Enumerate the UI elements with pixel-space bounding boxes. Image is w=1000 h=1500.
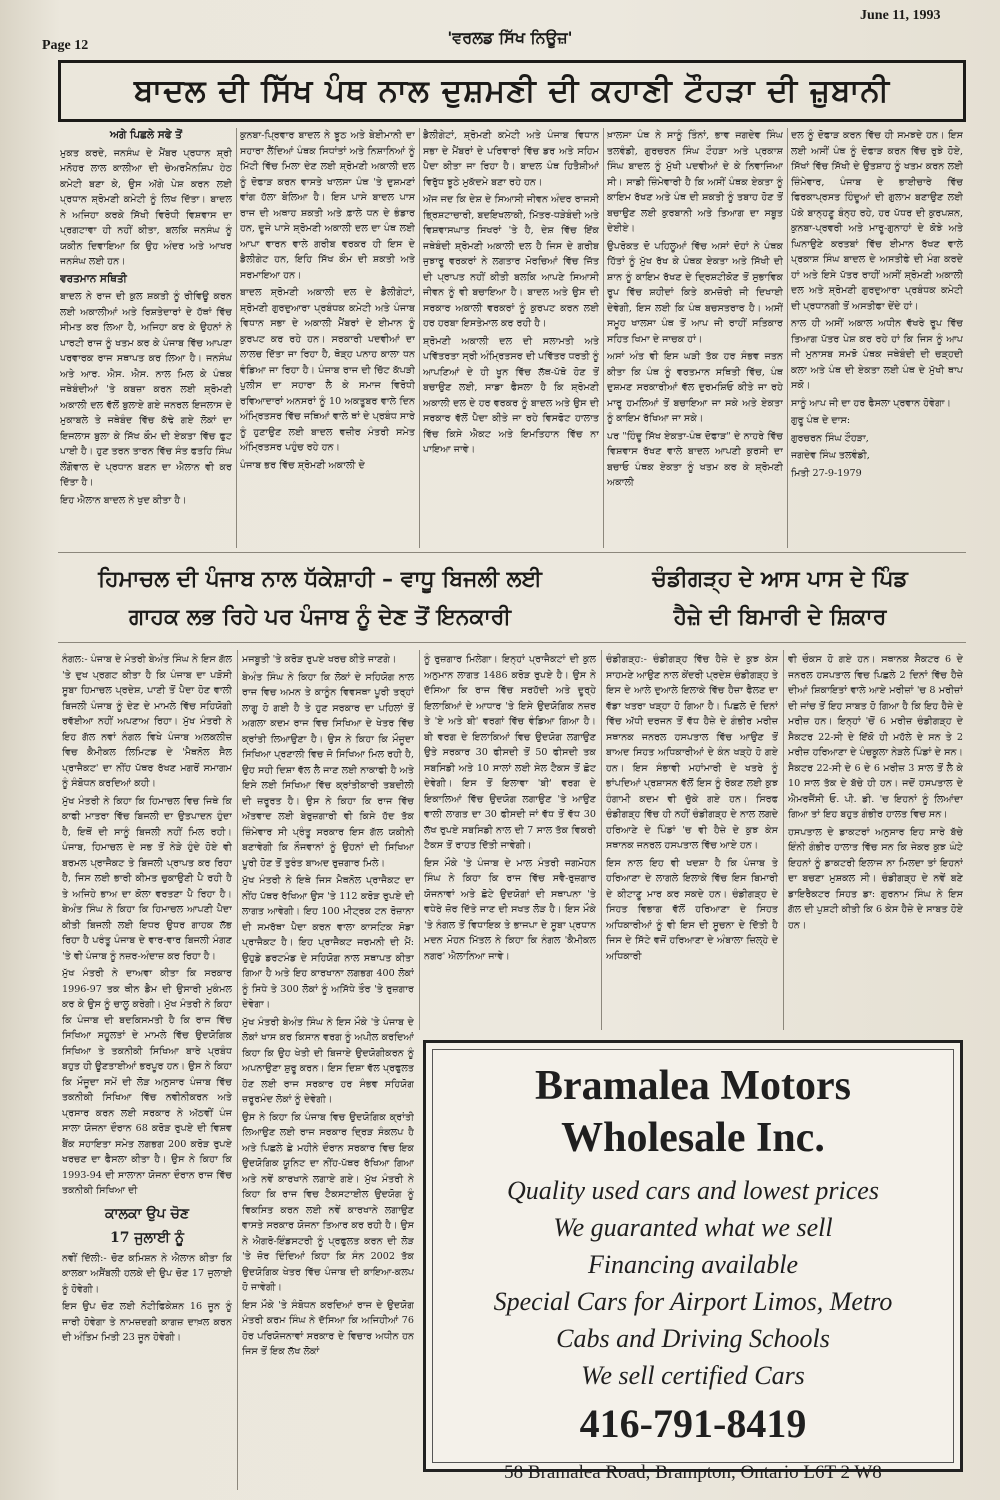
paragraph: ਪੰਜਾਬ ਭਰ ਵਿੱਚ ਸ਼੍ਰੋਮਣੀ ਅਕਾਲੀ ਦੇ [240,459,365,471]
paragraph: ਨਵੀਂ ਦਿੱਲੀ:- ਚੋਣ ਕਮਿਸ਼ਨ ਨੇ ਐਲਾਨ ਕੀਤਾ ਕਿ ਕਾਲਕਾ ਅਸੈਂਬਲੀ ਹਲਕੇ ਦੀ ਉਪ ਚੋਣ 17 ਜੁਲਾਈ ਨੂੰ ਹੋਵੇਗੀ। [62,1252,232,1295]
signature-line: ਗੁਰਚਰਨ ਸਿੰਘ ਟੌਹੜਾ, [791,432,869,444]
paragraph: ਡੈਲੀਗੇਟਾਂ, ਸ਼੍ਰੋਮਣੀ ਕਮੇਟੀ ਅਤੇ ਪੰਜਾਬ ਵਿਧਾਨ ਸਭਾ ਦੇ ਮੈਂਬਰਾਂ ਦੇ ਪਰਿਵਾਰਾਂ ਵਿੱਚ ਡਰ ਅਤੇ ਸਹਿਮ ਪੈਦਾ ਕੀਤਾ ਜਾ ਰਿਹਾ ਹੈ। ਬਾਦਲ ਪੰਥ ਹਿਤੈਸ਼ੀਆਂ ਵਿਰੁੱਧ ਝੂਠੇ ਮੁਕੱਦਮੇ ਬਣਾ ਰਹੇ ਹਨ। [423,130,599,188]
paragraph: ਬੇਅੰਤ ਸਿੰਘ ਨੇ ਕਿਹਾ ਕਿ ਲੋਕਾਂ ਦੇ ਸਹਿਯੋਗ ਨਾਲ ਰਾਜ ਵਿਚ ਅਮਨ ਤੇ ਕਾਨੂੰਨ ਵਿਵਸਥਾ ਪੂਰੀ ਤਰ੍ਹਾਂ ਲਾਗੂ ਹੋ ਗਈ ਹੈ ਤੇ ਹੁਣ ਸਰਕਾਰ ਦਾ ਪਹਿਲਾਂ ਤੋਂ ਅਗਲਾ ਕਦਮ ਰਾਜ ਵਿਚ ਸਿਖਿਆ ਦੇ ਖੇਤਰ ਵਿੱਚ ਕ੍ਰਾਂਤੀ ਲਿਆਉਣਾ ਹੈ। ਉਸ ਨੇ ਕਿਹਾ ਕਿ ਮੌਜੂਦਾ ਸਿਖਿਆ ਪ੍ਰਣਾਲੀ ਵਿਚ ਜੋ ਸਿਖਿਆ ਮਿਲ ਰਹੀ ਹੈ, ਉਹ ਸਹੀ ਦਿਸ਼ਾ ਵੱਲ ਲੈ ਜਾਣ ਲਈ ਨਾਕਾਫੀ ਹੈ ਅਤੇ ਇਸੇ ਲਈ ਸਿਖਿਆ ਵਿੱਚ ਕ੍ਰਾਂਤੀਕਾਰੀ ਤਬਦੀਲੀ ਦੀ ਜ਼ਰੂਰਤ ਹੈ। ਉਸ ਨੇ ਕਿਹਾ ਕਿ ਰਾਜ ਵਿੱਚ ਅੱਤਵਾਦ ਲਈ ਬੇਰੁਜ਼ਗਾਰੀ ਵੀ ਕਿਸੇ ਹੱਦ ਤੱਕ ਜ਼ਿੰਮੇਵਾਰ ਸੀ ਪ੍ਰੰਤੂ ਸਰਕਾਰ ਇਸ ਗੱਲ ਯਕੀਨੀ ਬਣਾਵੇਗੀ ਕਿ ਨੌਜਵਾਨਾਂ ਨੂੰ ਉਹਨਾਂ ਦੀ ਸਿਖਿਆ ਪੂਰੀ ਹੋਣ ਤੋਂ ਤੁਰੰਤ ਬਾਅਦ ਰੁਜ਼ਗਾਰ ਮਿਲੇ। [242,671,414,869]
column-divider [419,650,420,1030]
paragraph: ਵੀ ਚੌਕਸ ਹੋ ਗਏ ਹਨ। ਸਥਾਨਕ ਸੈਕਟਰ 6 ਦੇ ਜਨਰਲ ਹਸਪਤਾਲ ਵਿਚ ਪਿਛਲੇ 2 ਦਿਨਾਂ ਵਿੱਚ ਹੈਜ਼ੇ ਦੀਆਂ ਸ਼ਿਕਾਇਤਾਂ ਵਾਲੇ ਆਏ ਮਰੀਜ਼ਾਂ 'ਚ 8 ਮਰੀਜ਼ਾਂ ਦੀ ਜਾਂਚ ਤੋਂ ਇਹ ਸਾਬਤ ਹੋ ਗਿਆ ਹੈ ਕਿ ਇਹ ਹੈਜ਼ੇ ਦੇ ਮਰੀਜ਼ ਹਨ। ਇਨ੍ਹਾਂ 'ਚੋਂ 6 ਮਰੀਜ਼ ਚੰਡੀਗੜ੍ਹ ਦੇ ਸੈਕਟਰ 22-ਸੀ ਦੇ ਇੱਕੋ ਹੀ ਮਹੱਲੇ ਦੇ ਸਨ ਤੇ 2 ਮਰੀਜ਼ ਹਰਿਆਣਾ ਦੇ ਪੰਚਕੂਲਾ ਨੇੜਲੇ ਪਿੰਡਾਂ ਦੇ ਸਨ। ਸੈਕਟਰ 22-ਸੀ ਦੇ 6 ਦੇ 6 ਮਰੀਜ਼ 3 ਸਾਲ ਤੋਂ ਲੈ ਕੇ 10 ਸਾਲ ਤੱਕ ਦੇ ਬੱਚੇ ਹੀ ਹਨ। ਜਦੋਂ ਹਸਪਤਾਲ ਦੇ ਐਮਰਜੈਂਸੀ ਓ. ਪੀ. ਡੀ. 'ਚ ਇਹਨਾਂ ਨੂੰ ਲਿਆਂਦਾ ਗਿਆ ਤਾਂ ਇਹ ਬਹੁਤ ਗੰਭੀਰ ਹਾਲਤ ਵਿਚ ਸਨ। [788,654,963,820]
paragraph: ਇਸ ਮੌਕੇ 'ਤੇ ਸੰਬੋਧਨ ਕਰਦਿਆਂ ਰਾਜ ਦੇ ਉਦਯੋਗ ਮੰਤਰੀ ਕਰਮ ਸਿੰਘ ਨੇ ਦੱਸਿਆ ਕਿ ਅਜਿਹੀਆਂ 76 ਹੋਰ ਪਰਿਯੋਜਨਾਵਾਂ ਸਰਕਾਰ ਦੇ ਵਿਚਾਰ ਅਧੀਨ ਹਨ ਜਿਸ ਤੋਂ ਇਕ ਲੱਖ ਲੋਕਾਂ [242,1299,414,1357]
masthead: 'ਵਰਲਡ ਸਿੱਖ ਨਿਊਜ਼' [447,28,573,47]
subheading: ਵਰਤਮਾਨ ਸਥਿਤੀ [60,272,127,285]
story2-headline-line1: ਹਿਮਾਚਲ ਦੀ ਪੰਜਾਬ ਨਾਲ ਧੱਕੇਸ਼ਾਹੀ – ਵਾਧੂ ਬਿਜਲੀ ਲਈ [98,566,542,592]
paragraph: ਇਸ ਉਪ ਚੋਣ ਲਈ ਨੋਟੀਫਿਕੇਸ਼ਨ 16 ਜੂਨ ਨੂੰ ਜਾਰੀ ਹੋਵੇਗਾ ਤੇ ਨਾਮਜ਼ਦਗੀ ਕਾਗਜ਼ ਦਾਖ਼ਲ ਕਰਨ ਦੀ ਅੰਤਿਮ ਮਿਤੀ 23 ਜੂਨ ਹੋਵੇਗੀ। [62,1301,232,1343]
column-divider [787,128,788,548]
main-story-column-1 [60,128,232,543]
paragraph: ਸ਼੍ਰੋਮਣੀ ਅਕਾਲੀ ਦਲ ਦੀ ਸਲਾਮਤੀ ਅਤੇ ਪਵਿੱਤਰਤਾ ਸ੍ਰੀ ਅੰਮ੍ਰਿਤਸਰ ਦੀ ਪਵਿੱਤਰ ਧਰਤੀ ਨੂੰ ਆਪਣਿਆਂ ਦੇ ਹੀ ਖੂਨ ਵਿੱਚ ਲੱਥ-ਪੱਥੋ ਹੋਣ ਤੋਂ ਬਚਾਉਣ ਲਈ, ਸਾਡਾ ਫੈਸਲਾ ਹੈ ਕਿ ਸ਼੍ਰੋਮਣੀ ਅਕਾਲੀ ਦਲ ਦੇ ਹਰ ਵਰਕਰ ਨੂੰ ਬਾਦਲ ਅਤੇ ਉਸ ਦੀ ਸਰਕਾਰ ਵੱਲੋਂ ਪੈਦਾ ਕੀਤੇ ਜਾ ਰਹੇ ਵਿਸਫੋਟ ਹਾਲਾਤ ਵਿੱਚ ਕਿਸੇ ਐਕਟ ਅਤੇ ਇਮਤਿਹਾਨ ਵਿੱਚ ਨਾ ਪਾਇਆ ਜਾਵੇ। [423,335,599,455]
main-headline: ਬਾਦਲ ਦੀ ਸਿੱਖ ਪੰਥ ਨਾਲ ਦੁਸ਼ਮਣੀ ਦੀ ਕਹਾਣੀ ਟੌਹੜਾ ਦੀ ਜ਼ੁਬਾਨੀ [133,72,891,109]
paragraph: ਮੁੱਖ ਮੰਤਰੀ ਨੇ ਇਥੇ ਜਿਸ ਮੈਥਨੋਲ ਪ੍ਰਾਜੈਕਟ ਦਾ ਨੀਂਹ ਪੱਥਰ ਰੱਖਿਆ ਉਸ 'ਤੇ 112 ਕਰੋੜ ਰੁਪਏ ਦੀ ਲਾਗਤ ਆਵੇਗੀ। ਇਹ 100 ਮੀਟ੍ਰਕ ਟਨ ਰੋਜ਼ਾਨਾ ਦੀ ਸਮਰੱਥਾ ਪੈਦਾ ਕਰਨ ਵਾਲਾ ਕਾਸਟਿਕ ਸੋਡਾ ਪ੍ਰਾਜੈਕਟ ਹੈ। ਇਹ ਪ੍ਰਾਜੈਕਟ ਜਰਮਨੀ ਦੀ ਮੈਂ: ਉਹੁਡੇ ਡਰਟਮੰਡ ਦੇ ਸਹਿਯੋਗ ਨਾਲ ਸਥਾਪਤ ਕੀਤਾ ਗਿਆ ਹੈ ਅਤੇ ਇਹ ਕਾਰਖਾਨਾ ਲਗਭਗ 400 ਲੋਕਾਂ ਨੂੰ ਸਿਧੇ ਤੇ 300 ਲੋਕਾਂ ਨੂੰ ਅਸਿੱਧੇ ਤੌਰ 'ਤੇ ਰੁਜ਼ਗਾਰ ਦੇਵੇਗਾ। [242,875,414,1010]
section-divider [58,552,966,553]
paragraph: ਨਾਲ ਹੀ ਅਸੀਂ ਅਕਾਲ ਅਧੀਨ ਵੱਖਰੇ ਰੂਪ ਵਿੱਚ ਤਿਆਗ ਪੱਤਰ ਪੇਸ਼ ਕਰ ਰਹੇ ਹਾਂ ਕਿ ਜਿਸ ਨੂੰ ਆਪ ਜੀ ਮੁਨਾਸਬ ਸਮਝੋ ਪੰਥਕ ਜਥੇਬੰਦੀ ਦੀ ਚੜ੍ਹਦੀ ਕਲਾ ਅਤੇ ਪੰਥ ਦੀ ਏਕਤਾ ਲਈ ਪੰਥ ਦੇ ਮੁੱਖੀ ਥਾਪ ਸਕੋ। [791,318,963,391]
ad-tagline: Cabs and Driving Schools [556,1324,830,1353]
column-divider [419,128,420,548]
main-story-column-4 [607,128,783,543]
ad-inner-border [432,1049,954,1483]
paragraph: ਨੰਗਲ:- ਪੰਜਾਬ ਦੇ ਮੰਤਰੀ ਬੇਅੰਤ ਸਿੰਘ ਨੇ ਇਸ ਗੱਲ 'ਤੇ ਦੁਖ ਪ੍ਰਗਟ ਕੀਤਾ ਹੈ ਕਿ ਪੰਜਾਬ ਦਾ ਪੜੋਸੀ ਸੂਬਾ ਹਿਮਾਚਲ ਪ੍ਰਦੇਸ਼, ਪਾਣੀ ਤੋਂ ਪੈਦਾ ਹੋਣ ਵਾਲੀ ਬਿਜਲੀ ਪੰਜਾਬ ਨੂੰ ਦੇਣ ਦੇ ਮਾਮਲੇ ਵਿੱਚ ਸਹਿਯੋਗੀ ਰਵੱਈਆ ਨਹੀਂ ਅਪਣਾਅ ਰਿਹਾ। ਮੁੱਖ ਮੰਤਰੀ ਨੇ ਇਹ ਗੱਲ ਨਵਾਂ ਨੰਗਲ ਵਿਖੇ ਪੰਜਾਬ ਅਲਕਲੀਜ਼ ਵਿਚ ਕੈਮੀਕਲ ਲਿਮਿਟਡ ਦੇ 'ਮੈਥਨੋਲ ਸੈਲ ਪ੍ਰਾਜੈਕਟ' ਦਾ ਨੀਂਹ ਪੱਥਰ ਰੱਖਣ ਮਗਰੋਂ ਸਮਾਗਮ ਨੂੰ ਸੰਬੋਧਨ ਕਰਦਿਆਂ ਕਹੀ। [62,654,232,789]
paragraph: ਖ਼ਾਲਸਾ ਪੰਥ ਨੇ ਸਾਨੂੰ ਤਿੰਨਾਂ, ਭਾਵ ਜਗਦੇਵ ਸਿੰਘ ਤਲਵੰਡੀ, ਗੁਰਚਰਨ ਸਿੰਘ ਟੌਹੜਾ ਅਤੇ ਪ੍ਰਕਾਸ਼ ਸਿੰਘ ਬਾਦਲ ਨੂੰ ਮੁੱਖੀ ਪਦਵੀਆਂ ਦੇ ਕੇ ਨਿਵਾਜਿਆ ਸੀ। ਸਾਡੀ ਜ਼ਿੰਮੇਵਾਰੀ ਹੈ ਕਿ ਅਸੀਂ ਪੰਥਕ ਏਕਤਾ ਨੂੰ ਕਾਇਮ ਰੱਖਣ ਅਤੇ ਪੰਥ ਦੀ ਸ਼ਕਤੀ ਨੂੰ ਤਬਾਹ ਹੋਣ ਤੋਂ ਬਚਾਉਣ ਲਈ ਕੁਰਬਾਨੀ ਅਤੇ ਤਿਆਗ ਦਾ ਸਬੂਤ ਦੇਈਏ। [607,130,783,234]
story2-headline [60,560,580,636]
paragraph: ਨੂੰ ਰੁਜ਼ਗਾਰ ਮਿਲੇਗਾ। ਇਨ੍ਹਾਂ ਪ੍ਰਾਜੈਕਟਾਂ ਦੀ ਕੁਲ ਅਨੁਮਾਨ ਲਾਗਤ 1486 ਕਰੋੜ ਰੁਪਏ ਹੈ। ਉਸ ਨੇ ਦੱਸਿਆ ਕਿ ਰਾਜ ਵਿੱਚ ਸਰਹੱਦੀ ਅਤੇ ਦੂਰ੍ਹੇ ਇਲਾਕਿਆਂ ਦੇ ਆਧਾਰ 'ਤੇ ਇਸੇ ਉਦਯੋਗਿਕ ਨਜ਼ਰ ਤੇ 'ਏ ਅਤੇ ਬੀ' ਵਰਗਾਂ ਵਿੱਚ ਵੰਡਿਆ ਗਿਆ ਹੈ। ਬੀ ਵਰਗ ਦੇ ਇਲਾਕਿਆਂ ਵਿਚ ਉਦਯੋਗ ਲਗਾਉਣ ਉਤੇ ਸਰਕਾਰ 30 ਫੀਸਦੀ ਤੋਂ 50 ਫੀਸਦੀ ਤਕ ਸਬਸਿਡੀ ਅਤੇ 10 ਸਾਲਾਂ ਲਈ ਸੇਲ ਟੈਕਸ ਤੋਂ ਛੋਟ ਦੇਵੇਗੀ। ਇਸ ਤੋਂ ਇਲਾਵਾ 'ਬੀ' ਵਰਗ ਦੇ ਇਕਾਲਿਆਂ ਵਿੱਚ ਉਦਯੋਗ ਲਗਾਉਣ 'ਤੇ ਆਉਣ ਵਾਲੀ ਲਾਗਤ ਦਾ 30 ਫੀਸਦੀ ਜਾਂ ਵੱਧ ਤੋਂ ਵੱਧ 30 ਲੱਖ ਰੁਪਏ ਸਬਸਿਡੀ ਨਾਲ ਦੀ 7 ਸਾਲ ਤੱਕ ਵਿਕਰੀ ਟੈਕਸ ਤੋਂ ਰਾਹਤ ਦਿੱਤੀ ਜਾਵੇਗੀ। [424,654,596,851]
story3-headline [600,560,960,636]
story2-column-1 [62,652,232,1487]
continued-note: ਅਗੇ ਪਿਛਲੇ ਸਫੇ ਤੋਂ [109,129,182,141]
column-divider [603,128,604,548]
main-story-column-2 [240,128,415,543]
story2-column-2 [242,652,414,1487]
column-divider [601,650,602,1030]
signature-line: ਜਗਦੇਵ ਸਿੰਘ ਤਲਵੰਡੀ, [791,450,870,461]
ad-company-suffix: Wholesale Inc. [561,1115,825,1161]
story3-column-2 [788,652,963,1032]
section-divider [58,642,966,643]
paragraph: ਇਹ ਐਲਾਨ ਬਾਦਲ ਨੇ ਖੁਦ ਕੀਤਾ ਹੈ। [60,494,187,506]
paragraph: ਮੁਕਤ ਕਰਦੇ, ਜਨਸੰਘ ਦੇ ਮੈਂਬਰ ਪ੍ਰਧਾਨ ਸ਼੍ਰੀ ਮਨੋਹਰ ਲਾਲ ਕਾਲੀਆ ਦੀ ਚੇਅਰਮੈਨਸ਼ਿਪ ਹੇਠ ਕਮੇਟੀ ਬਣਾ ਕੇ, ਉਸ ਅੱਗੇ ਪੇਸ਼ ਕਰਨ ਲਈ ਪ੍ਰਧਾਨ ਸ਼੍ਰੋਮਣੀ ਕਮੇਟੀ ਨੂੰ ਲਿਖ ਦਿੱਤਾ। ਬਾਦਲ ਨੇ ਅਜਿਹਾ ਕਰਕੇ ਸਿੱਖੀ ਵਿਰੋਧੀ ਵਿਸ਼ਵਾਸ ਦਾ ਪ੍ਰਗਟਾਵਾ ਹੀ ਨਹੀਂ ਕੀਤਾ, ਬਲਕਿ ਜਨਸੰਘ ਨੂੰ ਯਕੀਨ ਦਿਵਾਇਆ ਕਿ ਉਹ ਅੰਦਰ ਅਤੇ ਆਖਰ ਜਨਸੰਘ ਲਈ ਹਨ। [60,147,232,267]
ad-tagline: We sell certified Cars [581,1361,805,1390]
paragraph: ਅਸਾਂ ਅੰਤ ਵੀ ਇਸ ਘੜੀ ਤੱਕ ਹਰ ਸੰਭਵ ਜਤਨ ਕੀਤਾ ਕਿ ਪੰਥ ਨੂੰ ਵਰਤਮਾਨ ਸਥਿਤੀ ਵਿੱਚ, ਪੰਥ ਦੁਸ਼ਮਣ ਸਰਕਾਰੀਆਂ ਵੱਲ ਦੁਰਮਸ਼ਿਓ ਕੀਤੇ ਜਾ ਰਹੇ ਮਾਰੂ ਹਮਲਿਆਂ ਤੋਂ ਬਚਾਇਆ ਜਾ ਸਕੇ ਅਤੇ ਏਕਤਾ ਨੂੰ ਕਾਇਮ ਰੱਖਿਆ ਜਾ ਸਕੇ। [607,351,783,424]
story2-headline-line2: ਗਾਹਕ ਲਭ ਰਿਹੇ ਪਰ ਪੰਜਾਬ ਨੂੰ ਦੇਣ ਤੋਂ ਇਨਕਾਰੀ [128,604,512,630]
paragraph: ਮੁੱਖ ਮੰਤਰੀ ਨੇ ਕਿਹਾ ਕਿ ਹਿਮਾਚਲ ਵਿਚ ਜਿਥੇ ਕਿ ਕਾਫੀ ਮਾਤਰਾ ਵਿੱਚ ਬਿਜਲੀ ਦਾ ਉਤਪਾਦਨ ਹੁੰਦਾ ਹੈ, ਇਥੋਂ ਦੀ ਸਾਨੂੰ ਬਿਜਲੀ ਨਹੀਂ ਮਿਲ ਰਹੀ। ਪੰਜਾਬ, ਹਿਮਾਚਲ ਦੇ ਸਭ ਤੋਂ ਨੇੜੇ ਹੁੰਦੇ ਹੋਏ ਵੀ ਬਰਮਲ ਪ੍ਰਾਜੈਕਟ ਤੇ ਬਿਜਲੀ ਪ੍ਰਾਪਤ ਕਰ ਰਿਹਾ ਹੈ, ਜਿਸ ਲਈ ਭਾਰੀ ਕੀਮਤ ਚੁਕਾਉਣੀ ਪੈ ਰਹੀ ਹੈ ਤੇ ਅਜਿਹੇ ਭਾਅ ਦਾ ਕੋਲਾ ਵਰਤਣਾ ਪੈ ਰਿਹਾ ਹੈ। ਬੇਅੰਤ ਸਿੰਘ ਨੇ ਕਿਹਾ ਕਿ ਹਿਮਾਚਲ ਆਪਣੀ ਪੈਦਾ ਕੀਤੀ ਬਿਜਲੀ ਲਈ ਇਧਰ ਉਧਰ ਗਾਹਕ ਲੱਭ ਰਿਹਾ ਹੈ ਪਰੰਤੂ ਪੰਜਾਬ ਦੇ ਵਾਰ-ਵਾਰ ਬਿਜਲੀ ਮੰਗਣ 'ਤੇ ਵੀ ਪੰਜਾਬ ਨੂੰ ਨਜ਼ਰ-ਅੰਦਾਜ਼ ਕਰ ਰਿਹਾ ਹੈ। [62,795,232,962]
kalka-box-date: 17 ਜੁਲਾਈ ਨੂੰ [110,1229,184,1246]
paragraph: ਹਸਪਤਾਲ ਦੇ ਡਾਕਟਰਾਂ ਅਨੁਸਾਰ ਇਹ ਸਾਰੇ ਬੱਚੇ ਇੰਨੀ ਗੰਭੀਰ ਹਾਲਾਤ ਵਿੱਚ ਸਨ ਕਿ ਜੇਕਰ ਕੁਝ ਘੰਟੇ ਇਹਨਾਂ ਨੂੰ ਡਾਕਟਰੀ ਇਲਾਜ ਨਾ ਮਿਲਦਾ ਤਾਂ ਇਹਨਾਂ ਦਾ ਬਚਣਾ ਮੁਸ਼ਕਲ ਸੀ। ਚੰਡੀਗੜ੍ਹ ਦੇ ਨਵੇਂ ਬਣੇ ਡਾਇਰੈਕਟਰ ਸਿਹਤ ਡਾ: ਗੁਰਨਾਮ ਸਿੰਘ ਨੇ ਇਸ ਗੱਲ ਦੀ ਪੁਸ਼ਟੀ ਕੀਤੀ ਕਿ 6 ਕੇਸ ਹੈਜ਼ੇ ਦੇ ਸਾਬਤ ਹੋਏ ਹਨ। [788,826,963,931]
main-story-column-5 [791,128,963,543]
main-headline-box [58,60,966,122]
issue-date: June 11, 1993 [860,8,941,23]
paragraph: ਬਾਦਲ ਨੇ ਰਾਜ ਦੀ ਕੁਲ ਸ਼ਕਤੀ ਨੂੰ ਰੀਵਿਊ ਕਰਨ ਲਈ ਅਕਾਲੀਆਂ ਅਤੇ ਰਿਸ਼ਤੇਦਾਰਾਂ ਦੇ ਹੱਥਾਂ ਵਿੱਚ ਸੀਮਤ ਕਰ ਲਿਆ ਹੈ, ਅਜਿਹਾ ਕਰ ਕੇ ਉਹਨਾਂ ਨੇ ਪਾਰਟੀ ਰਾਜ ਨੂੰ ਖਤਮ ਕਰ ਕੇ ਪੰਜਾਬ ਵਿੱਚ ਆਪਣਾ ਪਰਵਾਰਕ ਰਾਜ ਸਥਾਪਤ ਕਰ ਲਿਆ ਹੈ। ਜਨਸੰਘ ਅਤੇ ਆਰ. ਐਸ. ਐਸ. ਨਾਲ ਮਿਲ ਕੇ ਪੰਥਕ ਜਥੇਬੰਦੀਆਂ 'ਤੇ ਕਬਜ਼ਾ ਕਰਨ ਲਈ ਸ਼੍ਰੋਮਣੀ ਅਕਾਲੀ ਦਲ ਵੱਲੋਂ ਬੁਲਾਏ ਗਏ ਜਨਰਲ ਇਜਲਾਸ ਦੇ ਮੁਕਾਬਲੇ ਤੇ ਜਥੇਬੰਦ ਵਿੱਚ ਕੱਢੇ ਗਏ ਲੋਕਾਂ ਦਾ ਇਜਲਾਸ ਬੁਲਾ ਕੇ ਸਿੱਖ ਕੌਮ ਦੀ ਏਕਤਾ ਵਿੱਚ ਫੁਟ ਪਾਈ ਹੈ। ਹੁਣ ਤਰਨ ਤਾਰਨ ਵਿੱਚ ਸੰਤ ਫਤਹਿ ਸਿੰਘ ਲੌਂਗੋਵਾਲ ਦੇ ਪ੍ਰਧਾਨ ਬਣਨ ਦਾ ਐਲਾਨ ਵੀ ਕਰ ਦਿੱਤਾ ਹੈ। [60,291,232,488]
main-story-column-3 [423,128,599,543]
paragraph: ਕੁਨਬਾ-ਪ੍ਰਿਵਾਰ ਬਾਦਲ ਨੇ ਝੂਠ ਅਤੇ ਬੇਈਮਾਨੀ ਦਾ ਸਹਾਰਾ ਲੈਂਦਿਆਂ ਪੰਥਕ ਸਿਧਾਂਤਾਂ ਅਤੇ ਨਿਸ਼ਾਨਿਆਂ ਨੂੰ ਮਿੱਟੀ ਵਿੱਚ ਮਿਲਾ ਦੇਣ ਲਈ ਸ਼੍ਰੋਮਣੀ ਅਕਾਲੀ ਦਲ ਨੂੰ ਦੋਫਾੜ ਕਰਨ ਵਾਸਤੇ ਖਾਲਸਾ ਪੰਥ 'ਤੇ ਦੁਸ਼ਮਣਾਂ ਵਾਂਗ ਹੱਲਾ ਬੋਲਿਆ ਹੈ। ਇਸ ਪਾਸੇ ਬਾਦਲ ਪਾਸ ਰਾਜ ਦੀ ਅਥਾਹ ਸ਼ਕਤੀ ਅਤੇ ਫ਼ਾਲੇ ਧਨ ਦੇ ਭੰਡਾਰ ਹਨ, ਦੂਜੇ ਪਾਸੇ ਸ਼੍ਰੋਮਣੀ ਅਕਾਲੀ ਦਲ ਦਾ ਪੰਥ ਲਈ ਆਪਾ ਵਾਰਨ ਵਾਲੇ ਗਰੀਬ ਵਰਕਰ ਹੀ ਇਸ ਦੇ ਡੈਲੀਗੇਟ ਹਨ, ਇਹਿ ਸਿੱਖ ਕੌਮ ਦੀ ਸ਼ਕਤੀ ਅਤੇ ਸਰਮਾਇਆ ਹਨ। [240,130,415,281]
story3-column-1 [606,652,778,1032]
story3-headline-line1: ਚੰਡੀਗੜ੍ਹ ਦੇ ਆਸ ਪਾਸ ਦੇ ਪਿੰਡ [652,566,908,592]
paragraph: ਦਲ ਨੂੰ ਦੋਫਾੜ ਕਰਨ ਵਿੱਚ ਹੀ ਸਮਝਦੇ ਹਨ। ਇਸ ਲਈ ਅਸੀਂ ਪੰਥ ਨੂੰ ਦੋਫਾੜ ਕਰਨ ਵਿੱਚ ਰੁਝੇ ਹੋਏ, ਸਿੱਖਾਂ ਵਿੱਚ ਸਿੱਖੀ ਦੇ ਉਤਸ਼ਾਹ ਨੂੰ ਖਤਮ ਕਰਨ ਲਈ ਜ਼ਿੰਮੇਵਾਰ, ਪੰਜਾਬ ਦੇ ਭਾਈਚਾਰੇ ਵਿੱਚ ਫਿਰਕਾਪ੍ਰਸਤ ਹਿੰਦੂਆਂ ਦੀ ਗੁਲਾਮ ਬਣਾਉਣ ਲਈ ਪੱਕੇ ਬਾਨ੍ਹਣੂ ਬੰਨ੍ਹ ਰਹੇ, ਹਰ ਪੱਧਰ ਦੀ ਕੁਰਪਸ਼ਨ, ਕੁਨਬਾ-ਪ੍ਰਵਰੀ ਅਤੇ ਮਾਰੂ-ਗੁਨਾਹਾਂ ਦੇ ਕੋਝੇ ਅਤੇ ਘਿਨਾਉਣੇ ਕਰਤਬਾਂ ਵਿੱਚ ਈਮਾਨ ਰੱਖਣ ਵਾਲੇ ਪ੍ਰਕਾਸ਼ ਸਿੰਘ ਬਾਦਲ ਦੇ ਅਸਤੀਫੇ ਦੀ ਮੰਗ ਕਰਦੇ ਹਾਂ ਅਤੇ ਇਸੇ ਪੱਤਰ ਰਾਹੀਂ ਅਸੀਂ ਸ਼੍ਰੋਮਣੀ ਅਕਾਲੀ ਦਲ ਅਤੇ ਸ਼੍ਰੋਮਣੀ ਗੁਰਦੁਆਰਾ ਪ੍ਰਬੰਧਕ ਕਮੇਟੀ ਦੀ ਪ੍ਰਧਾਨਗੀ ਤੋਂ ਅਸਤੀਫਾ ਦੇਂਦੇ ਹਾਂ। [791,130,963,312]
paragraph: ਪਰ "ਹਿੰਦੂ ਸਿੱਖ ਏਕਤਾ-ਪੰਥ ਦੋਫਾੜ" ਦੇ ਨਾਹਰੇ ਵਿੱਚ ਵਿਸ਼ਵਾਸ ਰੱਖਣ ਵਾਲੇ ਬਾਦਲ ਆਪਣੀ ਕੁਰਸੀ ਦਾ ਬਚਾਓ ਪੰਥਕ ਏਕਤਾ ਨੂੰ ਖਤਮ ਕਰ ਕੇ ਸ਼੍ਰੋਮਣੀ ਅਕਾਲੀ [607,430,783,488]
ad-address: 58 Bramalea Road, Brampton, Ontario L6T 2 W8 [504,1462,882,1483]
ad-tagline: Quality used cars and lowest prices [507,1176,879,1205]
story2-column-3 [424,652,596,1032]
column-divider [237,650,238,1490]
signature-line: ਗੁਰੂ ਪੰਥ ਦੇ ਦਾਸ: [791,415,851,426]
paragraph: ਇਸ ਨਾਲ ਇਹ ਵੀ ਖਦਸ਼ਾ ਹੈ ਕਿ ਪੰਜਾਬ ਤੇ ਹਰਿਆਣਾ ਦੇ ਲਾਗਲੇ ਇਲਾਕੇ ਵਿੱਚ ਇਸ ਬਿਮਾਰੀ ਦੇ ਕੀਟਾਣੂ ਮਾਰ ਕਰ ਸਕਦੇ ਹਨ। ਚੰਡੀਗੜ੍ਹ ਦੇ ਸਿਹਤ ਵਿਭਾਗ ਵੱਲੋਂ ਹਰਿਆਣਾ ਦੇ ਸਿਹਤ ਅਧਿਕਾਰੀਆਂ ਨੂੰ ਵੀ ਇਸ ਦੀ ਸੂਚਨਾ ਦੇ ਦਿੱਤੀ ਹੈ ਜਿਸ ਦੇ ਸਿੱਟੇ ਵਜੋਂ ਹਰਿਆਣਾ ਦੇ ਅੰਬਾਲਾ ਜ਼ਿਲ੍ਹੇ ਦੇ ਅਧਿਕਾਰੀ [606,857,778,962]
story3-headline-line2: ਹੈਜ਼ੇ ਦੀ ਬਿਮਾਰੀ ਦੇ ਸ਼ਿਕਾਰ [673,604,887,630]
paragraph: ਉਸ ਨੇ ਕਿਹਾ ਕਿ ਪੰਜਾਬ ਵਿਚ ਉਦਯੋਗਿਕ ਕ੍ਰਾਂਤੀ ਲਿਆਉਣ ਲਈ ਰਾਜ ਸਰਕਾਰ ਦ੍ਰਿੜ ਸੰਕਲਪ ਹੈ ਅਤੇ ਪਿਛਲੇ ਛੇ ਮਹੀਨੇ ਦੌਰਾਨ ਸਰਕਾਰ ਵਿਚ ਇਕ ਉਦਯੋਗਿਕ ਯੂਨਿਟ ਦਾ ਨੀਂਹ-ਪੱਥਰ ਰੱਖਿਆ ਗਿਆ ਅਤੇ ਨਵੇਂ ਕਾਰਖਾਨੇ ਲਗਾਏ ਗਏ। ਮੁੱਖ ਮੰਤਰੀ ਨੇ ਕਿਹਾ ਕਿ ਰਾਜ ਵਿਚ ਟੈਕਸਟਾਈਲ ਉਦਯੋਗ ਨੂੰ ਵਿਕਸਿਤ ਕਰਨ ਲਈ ਨਵੇਂ ਕਾਰਖਾਨੇ ਲਗਾਉਣ ਵਾਸਤੇ ਸਰਕਾਰ ਯੋਜਨਾ ਤਿਆਰ ਕਰ ਰਹੀ ਹੈ। ਉਸ ਨੇ ਐਗਰੋ-ਇੰਡਸਟਰੀ ਨੂੰ ਪ੍ਰਫੁਲਤ ਕਰਨ ਦੀ ਲੋੜ 'ਤੇ ਜ਼ੋਰ ਦਿੰਦਿਆਂ ਕਿਹਾ ਕਿ ਸੰਨ 2002 ਤੱਕ ਉਦਯੋਗਿਕ ਖੇਤਰ ਵਿੱਚ ਪੰਜਾਬ ਦੀ ਕਾਇਆ-ਕਲਪ ਹੋ ਜਾਵੇਗੀ। [242,1111,414,1293]
column-divider [783,650,784,1030]
paragraph: ਮੁੱਖ ਮੰਤਰੀ ਨੇ ਦਾਅਵਾ ਕੀਤਾ ਕਿ ਸਰਕਾਰ 1996-97 ਤਕ ਥੀਨ ਡੈਮ ਦੀ ਉਸਾਰੀ ਮੁਕੰਮਲ ਕਰ ਕੇ ਉਸ ਨੂੰ ਚਾਲੂ ਕਰੇਗੀ। ਮੁੱਖ ਮੰਤਰੀ ਨੇ ਕਿਹਾ ਕਿ ਪੰਜਾਬ ਦੀ ਬਦਕਿਸਮਤੀ ਹੈ ਕਿ ਰਾਜ ਵਿੱਚ ਸਿਖਿਆ ਸਹੂਲਤਾਂ ਦੇ ਮਾਮਲੇ ਵਿੱਚ ਉਦਯੋਗਿਕ ਸਿਖਿਆ ਤੇ ਤਕਨੀਕੀ ਸਿਖਿਆ ਬਾਰੇ ਪ੍ਰਬੰਧ ਬਹੁਤ ਹੀ ਊਣਤਾਈਆਂ ਭਰਪੂਰ ਹਨ। ਉਸ ਨੇ ਕਿਹਾ ਕਿ ਮੌਜੂਦਾ ਸਮੇਂ ਦੀ ਲੋੜ ਅਨੁਸਾਰ ਪੰਜਾਬ ਵਿੱਚ ਤਕਨੀਕੀ ਸਿਖਿਆ ਵਿੱਚ ਨਵੀਨੀਕਰਨ ਅਤੇ ਪ੍ਰਸਾਰ ਕਰਨ ਲਈ ਸਰਕਾਰ ਨੇ ਅੱਠਵੀਂ ਪੰਜ ਸਾਲਾ ਯੋਜਨਾ ਦੌਰਾਨ 68 ਕਰੋੜ ਰੁਪਏ ਦੀ ਵਿਸ਼ਵ ਬੈਂਕ ਸਹਾਇਤਾ ਸਮੇਤ ਲਗਭਗ 200 ਕਰੋੜ ਰੁਪਏ ਖਰਚਣ ਦਾ ਫੈਸਲਾ ਕੀਤਾ ਹੈ। ਉਸ ਨੇ ਕਿਹਾ ਕਿ 1993-94 ਦੀ ਸਾਲਾਨਾ ਯੋਜਨਾ ਦੌਰਾਨ ਰਾਜ ਵਿੱਚ ਤਕਨੀਕੀ ਸਿਖਿਆ ਦੀ [62,968,232,1196]
paragraph: ਮਜਬੂਤੀ 'ਤੇ ਕਰੋੜ ਰੁਪਏ ਖਰਚ ਕੀਤੇ ਜਾਣਗੇ। [242,654,397,665]
paragraph: ਅੱਜ ਜਦ ਕਿ ਦੇਸ਼ ਦੇ ਸਿਆਸੀ ਜੀਵਨ ਅੰਦਰ ਰਾਜਸੀ ਭ੍ਰਿਸ਼ਟਾਚਾਰੀ, ਬਦਇਖਲਾਕੀ, ਮਿੱਤਰ-ਧੜੇਬੰਦੀ ਅਤੇ ਵਿਸ਼ਵਾਸਘਾਤ ਸਿਖਰਾਂ 'ਤੇ ਹੈ, ਦੇਸ਼ ਵਿੱਚ ਇੱਕ ਜਥੇਬੰਦੀ ਸ਼੍ਰੋਮਣੀ ਅਕਾਲੀ ਦਲ ਹੈ ਜਿਸ ਦੇ ਗਰੀਬ ਜੁਝਾਰੂ ਵਰਕਰਾਂ ਨੇ ਲਗਤਾਰ ਮੋਰਚਿਆਂ ਵਿੱਚ ਜਿੱਤ ਦੀ ਪ੍ਰਾਪਤ ਨਹੀਂ ਕੀਤੀ ਬਲਕਿ ਆਪਣੇ ਸਿਆਸੀ ਜੀਵਨ ਨੂੰ ਵੀ ਬਚਾਇਆ ਹੈ। ਬਾਦਲ ਅਤੇ ਉਸ ਦੀ ਸਰਕਾਰ ਅਕਾਲੀ ਵਰਕਰਾਂ ਨੂੰ ਕੁਰਪਟ ਕਰਨ ਲਈ ਹਰ ਹਰਬਾ ਇਸਤੇਮਾਲ ਕਰ ਰਹੀ ਹੈ। [423,194,599,329]
signature-line: ਮਿਤੀ 27-9-1979 [791,467,862,479]
bramalea-motors-ad [423,1040,963,1483]
ad-tagline: We guaranted what we sell [553,1213,833,1242]
paragraph: ਉਪਰੋਕਤ ਦੋ ਪਹਿਲੂਆਂ ਵਿੱਚ ਅਸਾਂ ਦੋਹਾਂ ਨੇ ਪੰਥਕ ਹਿੱਤਾਂ ਨੂੰ ਮੁੱਖ ਰੱਖ ਕੇ ਪੰਥਕ ਏਕਤਾ ਅਤੇ ਸਿੱਖੀ ਦੀ ਸ਼ਾਨ ਨੂੰ ਕਾਇਮ ਰੱਖਣ ਦੇ ਦ੍ਰਿਸ਼ਟੀਕੋਣ ਤੋਂ ਸੁਭਾਵਿਕ ਰੂਪ ਵਿੱਚ ਸ਼ਹੀਦਾਂ ਕਿਤੇ ਕਮਜ਼ੋਰੀ ਜੀ ਦਿਖਾਈ ਦੇਵੇਗੀ, ਇਸ ਲਈ ਕਿ ਪੰਥ ਬਚਸਤਰਾਰ ਹੈ। ਅਸੀਂ ਸਮੂਹ ਖਾਲਸਾ ਪੰਥ ਤੋਂ ਆਪ ਜੀ ਰਾਹੀਂ ਸਤਿਕਾਰ ਸਹਿਤ ਖਿਮਾ ਦੇ ਜਾਚਕ ਹਾਂ। [607,240,783,345]
paragraph: ਬਾਦਲ ਸ਼੍ਰੋਮਣੀ ਅਕਾਲੀ ਦਲ ਦੇ ਡੈਲੀਗੇਟਾਂ, ਸ਼੍ਰੋਮਣੀ ਗੁਰਦੁਆਰਾ ਪ੍ਰਬੰਧਕ ਕਮੇਟੀ ਅਤੇ ਪੰਜਾਬ ਵਿਧਾਨ ਸਭਾ ਦੇ ਅਕਾਲੀ ਮੈਂਬਰਾਂ ਦੇ ਈਮਾਨ ਨੂੰ ਕੁਰਪਟ ਕਰ ਰਹੇ ਹਨ। ਸਰਕਾਰੀ ਪਦਵੀਆਂ ਦਾ ਲਾਲਚ ਦਿੱਤਾ ਜਾ ਰਿਹਾ ਹੈ, ਥੋੜ੍ਹ ਪਨਾਹ ਕਾਲਾ ਧਨ ਵੰਡਿਆ ਜਾ ਰਿਹਾ ਹੈ। ਪੰਜਾਬ ਰਾਜ ਦੀ ਚਿੱਟ ਕੱਪੜੀ ਪੁਲੀਸ ਦਾ ਸਹਾਰਾ ਲੈ ਕੇ ਸਮਾਜ ਵਿਰੋਧੀ ਰਵਿਆਦਾਰਾਂ ਅਨਸਰਾਂ ਨੂੰ 10 ਅਕਤੂਬਰ ਵਾਲੇ ਦਿਨ ਅੰਮ੍ਰਿਤਸਰ ਵਿੱਚ ਜਥਿਆਂ ਵਾਲੇ ਥਾਂ ਦੇ ਪ੍ਰਬੰਧ ਸਾਰੇ ਨੂੰ ਹੁਣਾਉਣ ਲਈ ਬਾਦਲ ਵਜ਼ੀਰ ਮੰਤਰੀ ਸਮੇਤ ਅੰਮ੍ਰਿਤਸਰ ਪਹੁੰਚ ਰਹੇ ਹਨ। [240,287,415,453]
paragraph: ਸਾਨੂੰ ਆਪ ਜੀ ਦਾ ਹਰ ਫੈਸਲਾ ਪ੍ਰਵਾਨ ਹੋਵੇਗਾ। [791,397,951,409]
paragraph: ਚੰਡੀਗੜ੍ਹ:- ਚੰਡੀਗੜ੍ਹ ਵਿੱਚ ਹੈਜ਼ੇ ਦੇ ਕੁਝ ਕੇਸ ਸਾਹਮਣੇ ਆਉਣ ਨਾਲ ਕੇਂਦਰੀ ਪ੍ਰਦੇਸ਼ ਚੰਡੀਗੜ੍ਹ ਤੇ ਇਸ ਦੇ ਆਲੇ ਦੁਆਲੇ ਇਲਾਕੇ ਵਿੱਚ ਹੈਜ਼ਾ ਫੈਲਣ ਦਾ ਵੱਡਾ ਖਤਰਾ ਖੜ੍ਹਾ ਹੋ ਗਿਆ ਹੈ। ਪਿਛਲੇ ਦੋ ਦਿਨਾਂ ਵਿੱਚ ਅੱਧੀ ਦਰਜਨ ਤੋਂ ਵੱਧ ਹੈਜ਼ੇ ਦੇ ਗੰਭੀਰ ਮਰੀਜ਼ ਸਥਾਨਕ ਜਨਰਲ ਹਸਪਤਾਲ ਵਿੱਚ ਆਉਣ ਤੋਂ ਬਾਅਦ ਸਿਹਤ ਅਧਿਕਾਰੀਆਂ ਦੇ ਕੰਨ ਖੜ੍ਹੇ ਹੋ ਗਏ ਹਨ। ਇਸ ਸੰਭਾਵੀ ਮਹਾਂਮਾਰੀ ਦੇ ਖਤਰੇ ਨੂੰ ਭਾਂਪਦਿਆਂ ਪ੍ਰਸ਼ਾਸਨ ਵੱਲੋਂ ਇਸ ਨੂੰ ਰੋਕਣ ਲਈ ਕੁਝ ਹੰਗਾਮੀ ਕਦਮ ਵੀ ਚੁੱਕੇ ਗਏ ਹਨ। ਸਿਰਫ ਚੰਡੀਗੜ੍ਹ ਵਿੱਚ ਹੀ ਨਹੀਂ ਚੰਡੀਗੜ੍ਹ ਦੇ ਨਾਲ ਲਗਦੇ ਹਰਿਆਣੇ ਦੇ ਪਿੰਡਾਂ 'ਚ ਵੀ ਹੈਜ਼ੇ ਦੇ ਕੁਝ ਕੇਸ ਸਥਾਨਕ ਜਨਰਲ ਹਸਪਤਾਲ ਵਿੱਚ ਆਏ ਹਨ। [606,654,778,851]
column-divider [236,128,237,548]
page-number: Page 12 [42,38,89,53]
ad-tagline: Special Cars for Airport Limos, Metro [493,1287,893,1316]
ad-phone-number[interactable]: 416-791-8419 [579,1401,807,1446]
kalka-box-title: ਕਾਲਕਾ ਉਪ ਚੋਣ [104,1205,190,1222]
paragraph: ਇਸ ਮੌਕੇ 'ਤੇ ਪੰਜਾਬ ਦੇ ਮਾਲ ਮੰਤਰੀ ਜਗਮੋਹਨ ਸਿੰਘ ਨੇ ਕਿਹਾ ਕਿ ਰਾਜ ਵਿੱਚ ਸਵੈ-ਰੁਜ਼ਗਾਰ ਯੋਜਨਾਵਾਂ ਅਤੇ ਛੋਟੇ ਉਦਯੋਗਾਂ ਦੀ ਸਥਾਪਨਾ 'ਤੇ ਵਧੇਰੇ ਜ਼ੋਰ ਦਿੱਤੇ ਜਾਣ ਦੀ ਸਖਤ ਲੋੜ ਹੈ। ਇਸ ਮੌਕੇ 'ਤੇ ਨੰਗਲ ਤੋਂ ਵਿਧਾਇਕ ਤੇ ਭਾਜਪਾ ਦੇ ਸੂਬਾ ਪ੍ਰਧਾਨ ਮਦਨ ਮੋਹਨ ਮਿੱਤਲ ਨੇ ਕਿਹਾ ਕਿ ਨੰਗਲ 'ਕੈਮੀਕਲ ਨਗਰ' ਐਲਾਨਿਆ ਜਾਵੇ। [424,857,596,962]
ad-tagline: Financing available [587,1250,799,1279]
paragraph: ਮੁੱਖ ਮੰਤਰੀ ਬੇਅੰਤ ਸਿੰਘ ਨੇ ਇਸ ਮੌਕੇ 'ਤੇ ਪੰਜਾਬ ਦੇ ਲੋਕਾਂ ਖਾਸ ਕਰ ਕਿਸਾਨ ਵਰਗ ਨੂੰ ਅਪੀਲ ਕਰਦਿਆਂ ਕਿਹਾ ਕਿ ਉਹ ਖੇਤੀ ਦੀ ਬਿਜਾਏ ਉਦਯੋਗੀਕਰਨ ਨੂੰ ਅਪਨਾਉਣਾ ਸ਼ੁਰੂ ਕਰਨ। ਇਸ ਦਿਸ਼ਾ ਵੱਲ ਪ੍ਰਫੁਲਤ ਹੋਣ ਲਈ ਰਾਜ ਸਰਕਾਰ ਹਰ ਸੰਭਵ ਸਹਿਯੋਗ ਜ਼ਰੂਰਮੰਦ ਲੋਕਾਂ ਨੂੰ ਦੇਵੇਗੀ। [242,1016,414,1105]
ad-company-name: Bramalea Motors [534,1063,852,1109]
